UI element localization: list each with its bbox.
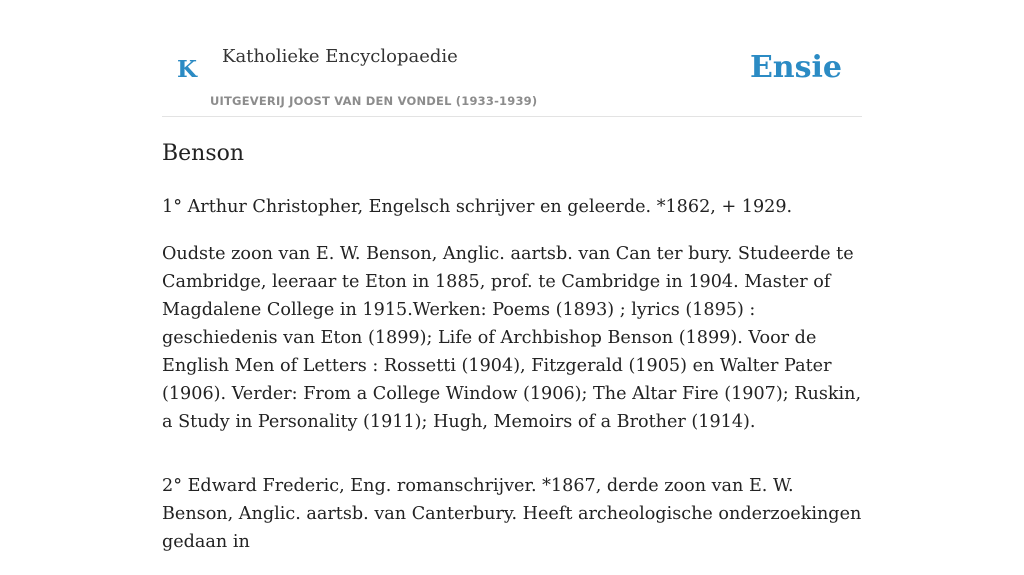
publisher-subtitle: UITGEVERIJ JOOST VAN DEN VONDEL (1933-1939) xyxy=(210,94,538,108)
article-paragraph: Oudste zoon van E. W. Benson, Anglic. aartsb. van Can ter bury. Studeerde te Cambridge, leeraar te Eton in 1885, prof. te Cambridge in 1904. Master of Magdalene College in 1915.Werken: Poems (1893) ; lyrics (1895) : geschiedenis van Eton (1899); Life of Archbishop Benson (1899). Voor de English Men of Letters : Rossetti (1904), Fitzgerald (1905) en Walter Pater (1906). Verder: From a College Window (1906); The Altar Fire (1907); Ruskin, a Study in Personality (1911); Hugh, Memoirs of a Brother (1914). xyxy=(162,244,862,432)
article-content xyxy=(162,138,866,575)
ensie-brand-logo[interactable]: Ensie xyxy=(749,50,842,85)
site-header xyxy=(162,0,862,117)
article-paragraph: 1° Arthur Christopher, Engelsch schrijver en geleerde. *1862, + 1929. xyxy=(162,197,793,217)
site-logo[interactable]: K xyxy=(177,56,197,83)
article-paragraph: 2° Edward Frederic, Eng. romanschrijver. *1867, derde zoon van E. W. Benson, Anglic. aartsb. van Canterbury. Heeft archeologische onderzoekingen gedaan in xyxy=(162,476,862,552)
article-title: Benson xyxy=(162,141,245,166)
site-title[interactable]: Katholieke Encyclopaedie xyxy=(222,46,458,67)
